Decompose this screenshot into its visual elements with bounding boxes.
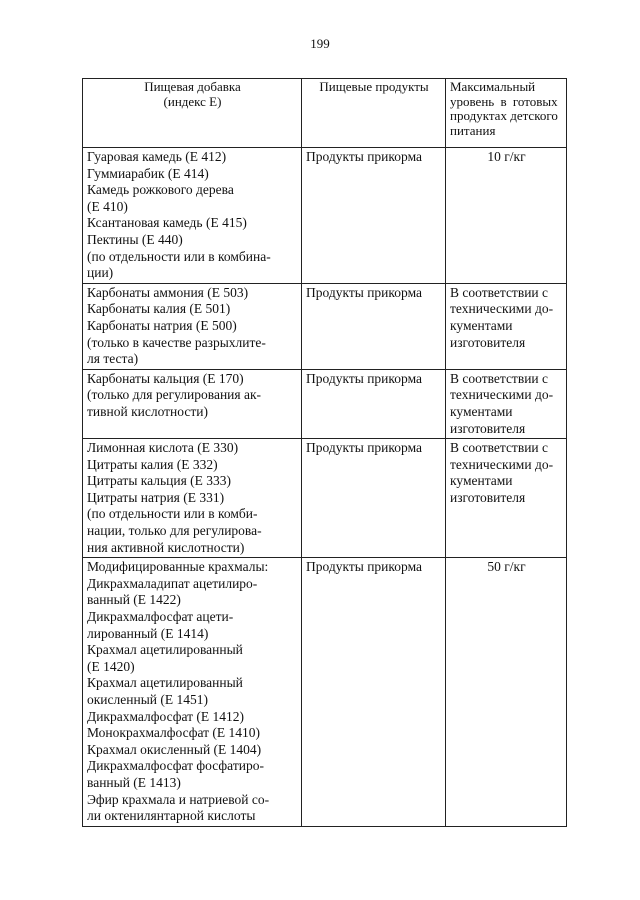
max-level-line: изготовителя (450, 334, 526, 350)
additive-line: ванный (Е 1422) (87, 592, 181, 608)
max-level-line: техническими до- (450, 387, 554, 403)
additive-line: ции) (87, 265, 114, 281)
additive-line: (только для регулирования ак- (87, 387, 262, 403)
additive-line: Ксантановая камедь (Е 415) (87, 215, 247, 231)
cell-max-level (446, 283, 567, 369)
additive-line: лированный (Е 1414) (87, 625, 209, 641)
max-level-line: 50 г/кг (487, 559, 526, 575)
additive-line: Цитраты натрия (Е 331) (87, 489, 225, 505)
max-level-line: изготовителя (450, 489, 526, 505)
cell-products (302, 283, 446, 369)
header-products: Пищевые продукты (302, 79, 446, 148)
additive-line: (только в качестве разрыхлите- (87, 334, 266, 350)
cell-products (302, 369, 446, 438)
header-max-level: Максимальный уровень в готовых продуктах детского питания (446, 79, 567, 148)
max-level-line: В соответствии с (450, 370, 549, 386)
table-header-row (83, 79, 567, 148)
products-text: Продукты прикорма (306, 284, 423, 300)
cell-max-level (446, 148, 567, 284)
table-row (83, 369, 567, 438)
products-text: Продукты прикорма (306, 149, 423, 164)
additive-line: (Е 410) (87, 198, 128, 214)
cell-additive (83, 558, 302, 827)
cell-max-level (446, 558, 567, 827)
additive-line: Цитраты калия (Е 332) (87, 456, 218, 472)
max-level-line: кументами (450, 473, 513, 489)
additive-line: Крахмал ацетилированный (87, 675, 243, 691)
additive-line: (Е 1420) (87, 658, 135, 674)
products-text: Продукты прикорма (306, 370, 423, 386)
table-body (83, 148, 567, 827)
additive-line: (по отдельности или в комбина- (87, 248, 271, 264)
additive-line: Крахмал окисленный (Е 1404) (87, 741, 262, 757)
max-level-line: 10 г/кг (487, 149, 526, 164)
cell-additive (83, 439, 302, 558)
additive-line: Гуаровая камедь (Е 412) (87, 149, 227, 164)
additive-line: Модифицированные крахмалы: (87, 559, 269, 575)
max-level-line: кументами (450, 403, 513, 419)
additive-line: Дикрахмалфосфат фосфатиро- (87, 758, 264, 774)
additive-line: Карбонаты кальция (Е 170) (87, 370, 244, 386)
additive-line: Лимонная кислота (Е 330) (87, 440, 239, 456)
additive-line: Монокрахмалфосфат (Е 1410) (87, 725, 261, 741)
max-level-line: В соответствии с (450, 440, 549, 456)
table-row (83, 148, 567, 284)
header-additive: Пищевая добавка (индекс Е) (83, 79, 302, 148)
products-text: Продукты прикорма (306, 559, 423, 575)
additive-line: ли октенилянтарной кислоты (87, 808, 256, 824)
cell-products (302, 558, 446, 827)
additive-line: ля теста) (87, 351, 139, 367)
additive-line: Карбонаты натрия (Е 500) (87, 317, 237, 333)
additive-line: Дикрахмаладипат ацетилиро- (87, 575, 258, 591)
cell-products (302, 148, 446, 284)
cell-additive (83, 283, 302, 369)
additives-table (82, 78, 567, 827)
max-level-line: техническими до- (450, 301, 554, 317)
additive-line: ванный (Е 1413) (87, 774, 181, 790)
additive-line: Карбонаты калия (Е 501) (87, 301, 231, 317)
additive-line: Эфир крахмала и натриевой со- (87, 791, 270, 807)
cell-additive (83, 148, 302, 284)
additive-line: Карбонаты аммония (Е 503) (87, 284, 249, 300)
additive-line: Дикрахмалфосфат (Е 1412) (87, 708, 245, 724)
table-row (83, 558, 567, 827)
cell-max-level (446, 369, 567, 438)
cell-additive (83, 369, 302, 438)
additive-line: окисленный (Е 1451) (87, 692, 208, 707)
table-row (83, 283, 567, 369)
products-text: Продукты прикорма (306, 440, 423, 456)
cell-max-level (446, 439, 567, 558)
additive-line: Камедь рожкового дерева (87, 182, 234, 198)
max-level-line: изготовителя (450, 420, 526, 436)
table-row (83, 439, 567, 558)
additive-line: Крахмал ацетилированный (87, 642, 243, 658)
max-level-line: В соответствии с (450, 284, 549, 300)
additive-line: Цитраты кальция (Е 333) (87, 473, 232, 489)
additive-line: Дикрахмалфосфат ацети- (87, 609, 234, 625)
page-number: 199 (310, 36, 330, 51)
additive-line: тивной кислотности) (87, 403, 208, 419)
additive-line: (по отдельности или в комби- (87, 506, 258, 522)
additive-line: ния активной кислотности) (87, 539, 245, 555)
additive-line: Гуммиарабик (Е 414) (87, 165, 209, 181)
additive-line: нации, только для регулирова- (87, 523, 262, 539)
additive-line: Пектины (Е 440) (87, 231, 183, 247)
max-level-line: техническими до- (450, 456, 554, 472)
cell-products (302, 439, 446, 558)
max-level-line: кументами (450, 317, 513, 333)
